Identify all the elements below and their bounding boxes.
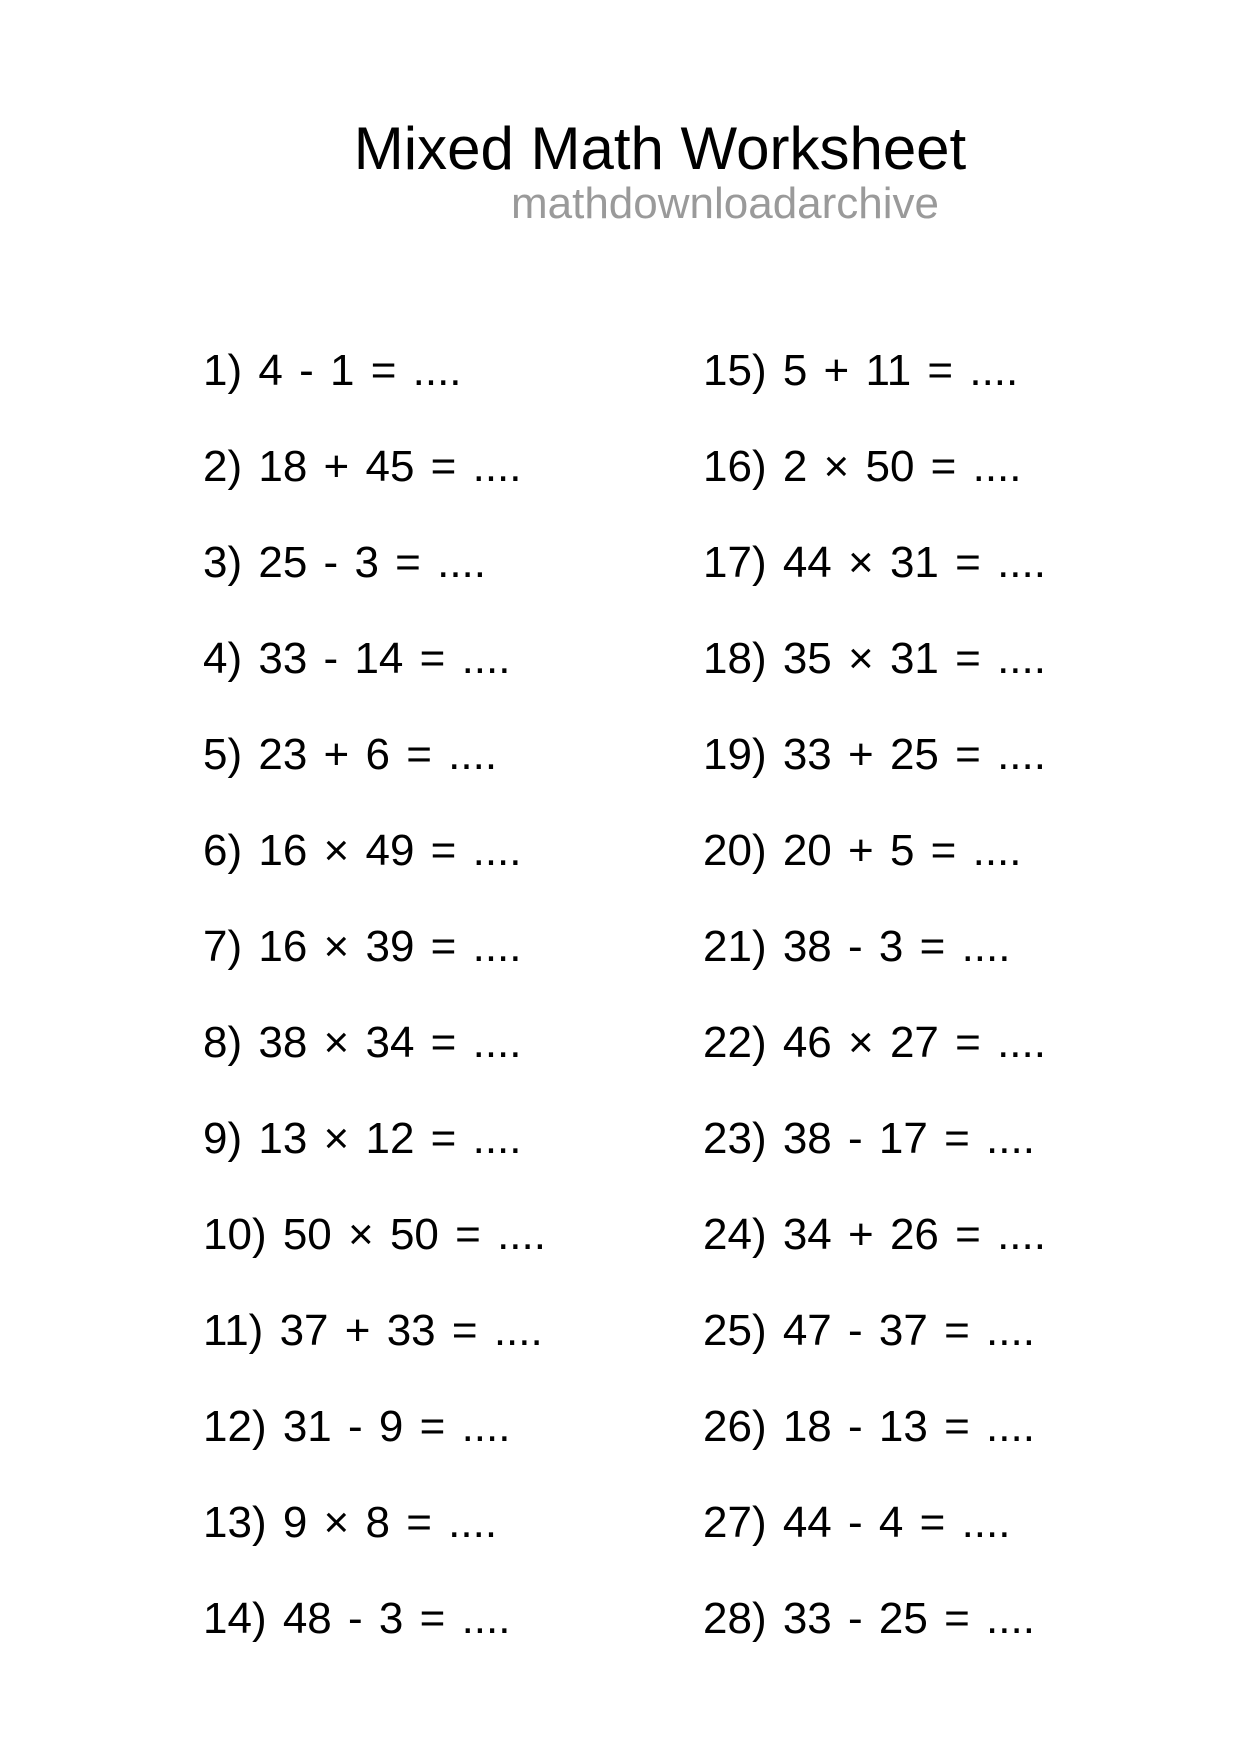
answer-blank: .... [986, 1306, 1035, 1355]
problem-number: 28) [703, 1594, 767, 1643]
equals-sign: = [930, 442, 957, 491]
problem-number: 20) [703, 826, 767, 875]
problem-row [203, 922, 546, 1021]
operator: × [848, 1018, 874, 1067]
problem-number: 16) [703, 442, 767, 491]
operand-b: 4 [878, 1498, 904, 1547]
operator: × [323, 1498, 350, 1547]
problem-row [703, 730, 1046, 829]
operator: - [323, 538, 339, 587]
answer-blank: .... [497, 1210, 546, 1259]
equals-sign: = [919, 922, 946, 971]
problems-column-left [203, 346, 546, 1693]
operand-a: 20 [782, 826, 832, 875]
equals-sign: = [430, 1114, 457, 1163]
operator: - [348, 1402, 363, 1451]
problem-number: 25) [703, 1306, 767, 1355]
problem-row [703, 826, 1046, 925]
operand-a: 18 [782, 1402, 832, 1451]
equals-sign: = [955, 730, 981, 779]
operand-a: 31 [282, 1402, 332, 1451]
answer-blank: .... [997, 634, 1046, 683]
operand-a: 13 [258, 1114, 308, 1163]
problem-row [203, 1498, 546, 1597]
equals-sign: = [927, 346, 954, 395]
answer-blank: .... [961, 922, 1011, 971]
problem-row [203, 826, 546, 925]
answer-blank: .... [472, 922, 522, 971]
problem-row [703, 538, 1046, 637]
equals-sign: = [430, 826, 457, 875]
answer-blank: .... [972, 442, 1022, 491]
equals-sign: = [955, 1018, 981, 1067]
problem-number: 9) [203, 1114, 243, 1163]
answer-blank: .... [997, 538, 1046, 587]
answer-blank: .... [472, 826, 522, 875]
problem-row [203, 346, 546, 445]
problem-number: 21) [703, 922, 767, 971]
answer-blank: .... [493, 1306, 543, 1355]
operator: - [348, 1594, 363, 1643]
operand-a: 18 [258, 442, 308, 491]
answer-blank: .... [969, 346, 1019, 395]
problem-row [703, 346, 1046, 445]
equals-sign: = [430, 442, 457, 491]
answer-blank: .... [461, 634, 511, 683]
operator: - [299, 346, 314, 395]
operand-a: 33 [258, 634, 308, 683]
operand-b: 31 [889, 538, 939, 587]
problem-row [203, 1402, 546, 1501]
operator: × [848, 538, 874, 587]
operator: - [848, 1402, 863, 1451]
problem-number: 10) [203, 1210, 267, 1259]
problem-row [703, 1402, 1046, 1501]
problem-row [203, 1594, 546, 1693]
operand-b: 25 [878, 1594, 928, 1643]
answer-blank: .... [448, 730, 498, 779]
problem-row [703, 1114, 1046, 1213]
operand-b: 37 [878, 1306, 928, 1355]
answer-blank: .... [472, 1018, 522, 1067]
operand-b: 25 [889, 730, 939, 779]
operand-a: 25 [258, 538, 308, 587]
equals-sign: = [930, 826, 957, 875]
operand-b: 31 [889, 634, 939, 683]
operand-b: 45 [365, 442, 415, 491]
operator: + [848, 1210, 874, 1259]
problem-row [703, 1498, 1046, 1597]
equals-sign: = [430, 922, 457, 971]
answer-blank: .... [986, 1402, 1035, 1451]
operand-b: 13 [878, 1402, 928, 1451]
operator: + [848, 730, 874, 779]
operator: - [848, 1498, 863, 1547]
problem-number: 22) [703, 1018, 767, 1067]
answer-blank: .... [437, 538, 486, 587]
operand-b: 5 [889, 826, 915, 875]
operand-a: 38 [782, 1114, 832, 1163]
operator: × [823, 442, 850, 491]
equals-sign: = [395, 538, 421, 587]
operator: - [848, 922, 863, 971]
problem-row [203, 1210, 546, 1309]
operand-b: 3 [354, 538, 379, 587]
equals-sign: = [455, 1210, 481, 1259]
equals-sign: = [955, 538, 981, 587]
problem-number: 6) [203, 826, 243, 875]
operand-b: 3 [878, 922, 904, 971]
operand-a: 47 [782, 1306, 832, 1355]
operand-a: 37 [279, 1306, 329, 1355]
operand-a: 33 [782, 730, 832, 779]
answer-blank: .... [412, 346, 462, 395]
operator: + [823, 346, 850, 395]
operator: × [323, 1114, 350, 1163]
operand-a: 16 [258, 922, 308, 971]
problem-row [203, 538, 546, 637]
problem-number: 5) [203, 730, 243, 779]
answer-blank: .... [986, 1594, 1035, 1643]
operand-b: 14 [354, 634, 404, 683]
problem-number: 7) [203, 922, 243, 971]
problem-number: 27) [703, 1498, 767, 1547]
problem-row [203, 1306, 546, 1405]
equals-sign: = [419, 634, 446, 683]
page-title: Mixed Math Worksheet [353, 115, 967, 182]
page-subtitle: mathdownloadarchive [510, 179, 940, 228]
operator: - [848, 1306, 863, 1355]
operand-b: 26 [889, 1210, 939, 1259]
problem-row [203, 634, 546, 733]
problem-number: 17) [703, 538, 767, 587]
problem-number: 26) [703, 1402, 767, 1451]
operator: + [848, 826, 874, 875]
operand-a: 38 [258, 1018, 308, 1067]
problem-number: 3) [203, 538, 243, 587]
answer-blank: .... [461, 1594, 511, 1643]
operand-a: 50 [282, 1210, 332, 1259]
operand-b: 11 [865, 346, 912, 395]
operator: + [323, 442, 350, 491]
equals-sign: = [419, 1594, 446, 1643]
equals-sign: = [944, 1594, 970, 1643]
answer-blank: .... [997, 730, 1046, 779]
answer-blank: .... [961, 1498, 1011, 1547]
answer-blank: .... [997, 1018, 1046, 1067]
equals-sign: = [955, 634, 981, 683]
problem-row [203, 1114, 546, 1213]
operand-a: 34 [782, 1210, 832, 1259]
operand-a: 2 [782, 442, 808, 491]
equals-sign: = [406, 1498, 432, 1547]
operand-a: 38 [782, 922, 832, 971]
problem-number: 14) [203, 1594, 267, 1643]
equals-sign: = [430, 1018, 457, 1067]
problem-number: 1) [203, 346, 243, 395]
operand-a: 5 [782, 346, 808, 395]
problem-row [703, 1306, 1046, 1405]
operand-a: 4 [258, 346, 283, 395]
problem-number: 18) [703, 634, 767, 683]
operand-b: 3 [378, 1594, 404, 1643]
operand-a: 33 [782, 1594, 832, 1643]
operator: + [323, 730, 350, 779]
problem-number: 24) [703, 1210, 767, 1259]
operand-b: 50 [865, 442, 915, 491]
operator: × [323, 922, 350, 971]
answer-blank: .... [448, 1498, 498, 1547]
operand-a: 48 [282, 1594, 332, 1643]
operator: - [323, 634, 339, 683]
problem-number: 4) [203, 634, 243, 683]
equals-sign: = [944, 1402, 970, 1451]
answer-blank: .... [461, 1402, 511, 1451]
operator: × [848, 634, 874, 683]
equals-sign: = [419, 1402, 446, 1451]
answer-blank: .... [472, 442, 522, 491]
operator: × [323, 826, 350, 875]
answer-blank: .... [997, 1210, 1046, 1259]
answer-blank: .... [986, 1114, 1035, 1163]
problem-row [703, 1594, 1046, 1693]
operand-b: 49 [365, 826, 415, 875]
equals-sign: = [955, 1210, 981, 1259]
answer-blank: .... [972, 826, 1022, 875]
problem-number: 15) [703, 346, 767, 395]
operand-a: 44 [782, 538, 832, 587]
operand-a: 35 [782, 634, 832, 683]
problem-number: 11) [203, 1306, 264, 1355]
problem-number: 12) [203, 1402, 267, 1451]
equals-sign: = [944, 1114, 970, 1163]
problem-row [203, 730, 546, 829]
operand-b: 9 [378, 1402, 404, 1451]
equals-sign: = [451, 1306, 478, 1355]
equals-sign: = [370, 346, 397, 395]
operand-b: 12 [365, 1114, 415, 1163]
operator: × [323, 1018, 350, 1067]
problem-number: 23) [703, 1114, 767, 1163]
operand-b: 27 [889, 1018, 939, 1067]
operand-b: 17 [878, 1114, 928, 1163]
problem-number: 2) [203, 442, 243, 491]
problem-row [703, 1210, 1046, 1309]
operand-a: 23 [258, 730, 308, 779]
operand-b: 39 [365, 922, 415, 971]
problem-row [703, 1018, 1046, 1117]
problem-number: 8) [203, 1018, 243, 1067]
operand-a: 44 [782, 1498, 832, 1547]
operand-b: 33 [386, 1306, 436, 1355]
equals-sign: = [406, 730, 432, 779]
operand-b: 34 [365, 1018, 415, 1067]
problems-column-right [703, 346, 1046, 1693]
operand-b: 50 [389, 1210, 439, 1259]
problem-row [703, 634, 1046, 733]
operator: - [848, 1594, 863, 1643]
operator: × [348, 1210, 374, 1259]
problem-row [703, 922, 1046, 1021]
operator: + [344, 1306, 371, 1355]
operand-a: 9 [282, 1498, 308, 1547]
problem-row [703, 442, 1046, 541]
problem-row [203, 1018, 546, 1117]
operand-b: 8 [365, 1498, 390, 1547]
operand-a: 46 [782, 1018, 832, 1067]
equals-sign: = [944, 1306, 970, 1355]
problem-row [203, 442, 546, 541]
operand-a: 16 [258, 826, 308, 875]
answer-blank: .... [472, 1114, 522, 1163]
equals-sign: = [919, 1498, 946, 1547]
operand-b: 1 [329, 346, 355, 395]
problem-number: 13) [203, 1498, 267, 1547]
problem-number: 19) [703, 730, 767, 779]
operand-b: 6 [365, 730, 390, 779]
operator: - [848, 1114, 863, 1163]
